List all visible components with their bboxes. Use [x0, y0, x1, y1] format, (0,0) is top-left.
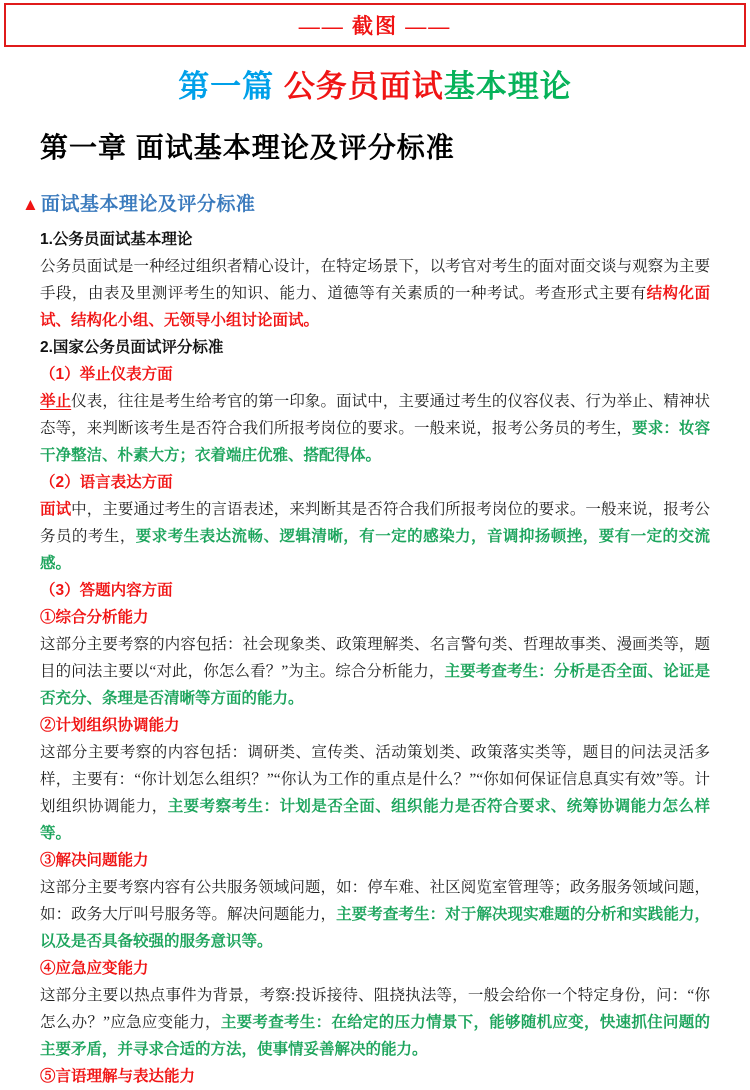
- text-run: 主要考查考生：对于解决现实难题的分析和实践能力，以及是否具备较强的服务意识等。: [40, 906, 710, 950]
- part-title-subject: 公务员面试: [283, 69, 444, 104]
- text-run: 要求：妆容干净整洁、朴素大方；衣着端庄优雅、搭配得体。: [40, 420, 710, 464]
- section-header: [22, 193, 750, 217]
- subheading-answer-content: [40, 577, 710, 604]
- text-run: ③解决问题能力: [40, 852, 149, 869]
- heading-basic-theory: [40, 226, 710, 253]
- content-body: [40, 226, 710, 1090]
- para-manner: [40, 388, 710, 469]
- text-run: （3）答题内容方面: [40, 582, 173, 599]
- text-run: 1.公务员面试基本理论: [40, 231, 193, 248]
- ability-analysis-heading: [40, 604, 710, 631]
- text-run: 公务员面试是一种经过组织者精心设计，在特定场景下，以考官对考生的面对面交谈与观察为主要手段，由表及里测评考生的知识、能力、道德等有关素质的一种考试。考查形式主要有: [40, 258, 710, 302]
- subheading-manner: [40, 361, 710, 388]
- text-run: 2.国家公务员面试评分标准: [40, 339, 224, 356]
- text-run: 主要考查考生：在给定的压力情景下，能够随机应变，快速抓住问题的主要矛盾，并寻求合适的方法，使事情妥善解决的能力。: [40, 1014, 710, 1058]
- text-run: 仪表，往往是考生给考官的第一印象。面试中，主要通过考生的仪容仪表、行为举止、精神状态等，来判断该考生是否符合我们所报考岗位的要求。一般来说，报考公务员的考生，: [40, 393, 710, 437]
- screenshot-banner-label: —— 截图 ——: [298, 14, 452, 38]
- text-run: 举止: [40, 393, 72, 410]
- text-run: 这部分主要考察的内容包括：社会现象类、政策理解类、名言警句类、哲理故事类、漫画类等，题目的问法主要以“对此，你怎么看？”为主。综合分析能力，: [40, 636, 710, 680]
- text-run: ④应急应变能力: [40, 960, 149, 977]
- text-run: 主要考察考生：计划是否全面、组织能力是否符合要求、统筹协调能力怎么样等。: [40, 798, 710, 842]
- text-run: ②计划组织协调能力: [40, 717, 180, 734]
- para-analysis: [40, 631, 710, 712]
- para-interview-definition: [40, 253, 710, 334]
- para-planning: [40, 739, 710, 847]
- chapter-title: 第一章 面试基本理论及评分标准: [40, 132, 455, 163]
- triangle-bullet-icon: ▲: [22, 195, 39, 214]
- text-run: 中，主要通过考生的言语表述，来判断其是否符合我们所报考岗位的要求。一般来说，报考公务员的考生，: [40, 501, 710, 545]
- subheading-language: [40, 469, 710, 496]
- part-title: [0, 67, 750, 107]
- text-run: 主要考查考生：分析是否全面、论证是否充分、条理是否清晰等方面的能力。: [40, 663, 710, 707]
- text-run: 要求考生表达流畅、逻辑清晰，有一定的感染力，音调抑扬顿挫，要有一定的交流感。: [40, 528, 710, 572]
- text-run: 这部分主要以热点事件为背景，考察:投诉接待、阻挠执法等，一般会给你一个特定身份，问：“你怎么办？”应急应变能力，: [40, 987, 710, 1031]
- text-run: 面试: [40, 501, 72, 518]
- part-title-number: 第一篇: [178, 69, 284, 104]
- screenshot-banner: [4, 3, 746, 47]
- text-run: ①综合分析能力: [40, 609, 149, 626]
- text-run: 结构化面试、结构化小组、无领导小组讨论面试。: [40, 285, 710, 329]
- text-run: （2）语言表达方面: [40, 474, 173, 491]
- ability-planning-heading: [40, 712, 710, 739]
- section-header-title: 面试基本理论及评分标准: [40, 194, 256, 215]
- para-adapt: [40, 982, 710, 1063]
- text-run: （1）举止仪表方面: [40, 366, 173, 383]
- text-run: ⑤言语理解与表达能力: [40, 1068, 196, 1085]
- ability-solving-heading: [40, 847, 710, 874]
- para-language: [40, 496, 710, 577]
- text-run: 这部分主要考察的内容包括：调研类、宣传类、活动策划类、政策落实类等，题目的问法灵活多样，主要有：“你计划怎么组织？”“你认为工作的重点是什么？”“你如何保证信息真实有效”等。计划组织协调能力，: [40, 744, 710, 815]
- ability-adapt-heading: [40, 955, 710, 982]
- part-title-topic: 基本理论: [443, 69, 572, 104]
- ability-comprehension-heading: [40, 1063, 710, 1090]
- heading-scoring-standard: [40, 334, 710, 361]
- text-run: 这部分主要考察内容有公共服务领域问题，如：停车难、社区阅览室管理等；政务服务领域问题，如：政务大厅叫号服务等。解决问题能力，: [40, 879, 710, 923]
- para-solving: [40, 874, 710, 955]
